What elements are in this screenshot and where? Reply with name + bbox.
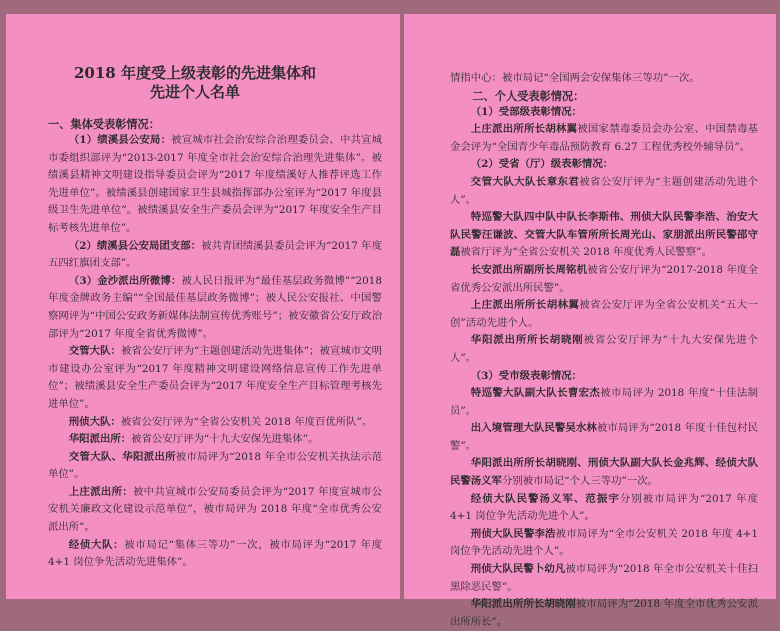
paragraph-label: 上庄派出所： [68, 485, 133, 498]
paragraph [48, 343, 382, 413]
paragraph [450, 209, 758, 262]
paragraph-label: 经侦大队民警汤义军、范振宇 [470, 492, 620, 505]
paragraph-label: 刑侦大队民警李浩 [470, 527, 556, 540]
paragraph-text: 被市局评为“2018 年全市公安机关执法示范单位”。 [48, 450, 383, 481]
paragraph [450, 297, 758, 332]
paragraph [48, 414, 382, 432]
paragraph [450, 455, 758, 490]
paragraph-text: 被共青团绩溪县委员会评为“2017 年度五四红旗团支部”。 [48, 239, 382, 270]
paragraph-label: 华阳派出所所长胡晓刚、刑侦大队副大队长金兆辉、经侦大队民警汤义军 [450, 457, 758, 488]
section-heading-collective: 一、集体受表彰情况： [48, 117, 160, 131]
paragraph-text: 被市局记“集体三等功”一次，被市局评为“2017 年度 4+1 岗位争先活动先进集体”。 [48, 538, 383, 569]
paragraph-text: 被省公安厅评为“2017-2018 年度全省优秀公安派出所民警”。 [450, 263, 759, 294]
paragraph-text: 被市局评为“全市公安机关 2018 年度 4+1 岗位争先活动先进个人”。 [450, 527, 759, 558]
paragraph [48, 484, 382, 537]
paragraph [48, 273, 382, 343]
subsection-heading: （3）受市级表彰情况： [470, 369, 582, 382]
subsection-heading: （1）受部级表彰情况： [470, 105, 582, 118]
paragraph-text: 被市局评为“2018 年度十佳包村民警”。 [450, 422, 759, 452]
paragraph [48, 238, 382, 273]
paragraph-label: （2）绩溪县公安局团支部： [68, 239, 202, 252]
paragraph [450, 385, 758, 420]
subsection-heading: （2）受省（厅）级表彰情况： [470, 158, 614, 171]
paragraph-text: 被省厅评为“全省公安机关 2018 年度优秀人民警察”。 [460, 246, 712, 259]
document-page-right [404, 14, 776, 628]
paragraph-label: 交管大队大队长章东君 [470, 175, 580, 188]
title-line-1: 2018 年度受上级表彰的先进集体和 [74, 64, 316, 82]
paragraph [450, 332, 758, 367]
paragraph [48, 537, 382, 572]
paragraph [450, 121, 758, 156]
paragraph-text: 被市局评为“2018 年度全市优秀公安派出所所长”。 [450, 598, 758, 628]
paragraph-text: 被市局评为 2018 年度“十佳法制员”。 [450, 387, 758, 417]
paragraph-label: 华阳派出所所长胡晓刚 [470, 334, 584, 347]
continued-paragraph: 情指中心：被市局记“全国两会安保集体三等功”一次。 [450, 72, 700, 84]
paragraph-text: 被省公安厅评为“主题创建活动先进集体”；被宣城市文明市建设办公室评为“2017 年度精神文明建设网络信息宣传工作先进单位”；被绩溪县安全生产委员会评为“2017 年度安全生产目标管理考核先进单位”。 [48, 345, 382, 410]
paragraph [450, 262, 758, 297]
paragraph-text: 被省公安厅评为“全省公安机关 2018 年度百优所队”。 [120, 415, 373, 428]
paragraph [48, 431, 382, 449]
paragraph-label: 交管大队： [68, 345, 121, 358]
paragraph-label: 华阳派出所： [68, 433, 132, 446]
paragraph-label: 出入境管理大队民警吴水林 [470, 422, 597, 435]
paragraph [450, 420, 758, 455]
paragraph [450, 596, 758, 631]
paragraph [48, 132, 382, 238]
paragraph-label: （3）金沙派出所微博： [68, 274, 182, 287]
paragraph-label: 上庄派出所所长胡林翼 [470, 123, 578, 136]
paragraph-label: 刑侦大队： [68, 415, 121, 428]
paragraph-label: （1）绩溪县公安局： [68, 134, 172, 146]
paragraph-text: 被人民日报评为“最佳基层政务微博”“2018 年度金牌政务主编”“全国最佳基层政务微博”；被人民公安报社、中国警察网评为“中国公安政务新媒体法制宣传优秀账号”；被安徽省公安厅政治部评为“2017 年度全省优秀微博”。 [48, 274, 382, 340]
paragraph [450, 491, 758, 526]
paragraph [48, 449, 382, 484]
paragraph-text: 分别被市局评为“2017 年度 4+1 岗位争先活动先进个人”。 [450, 492, 759, 523]
paragraph-label: 长安派出所副所长周铭机 [470, 263, 588, 276]
title-line-2: 先进个人名单 [149, 83, 240, 101]
paragraph-text: 被中共宣城市公安局委员会评为“2017 年度宣城市公安机关廉政文化建设示范单位”，被市局评为 2018 年度“全市优秀公安派出所”。 [48, 485, 382, 534]
paragraph-label: 特巡警大队四中队中队长李斯伟、刑侦大队民警李浩、治安大队民警汪谦波、交管大队车管所所长周光山、家朋派出所民警邵守磊 [450, 211, 758, 259]
paragraph-text: 分别被市局记“个人三等功”一次。 [501, 475, 659, 488]
document-title [48, 64, 382, 102]
paragraph-text: 被省公安厅评为全省公安机关“五大一创”活动先进个人。 [450, 299, 759, 329]
paragraph-label: 上庄派出所所长胡林翼 [470, 299, 580, 312]
paragraph [450, 526, 758, 561]
paragraph-text: 被省公安厅评为“十九大安保先进个人”。 [450, 334, 759, 364]
paragraph-text: 被省公安厅评为“十九大安保先进集体”。 [131, 433, 319, 446]
paragraph-label: 交管大队、华阳派出所 [68, 450, 176, 463]
paragraph-text: 被市局评为“2018 年全市公安机关十佳扫黑除恶民警”。 [450, 563, 759, 593]
paragraph [450, 174, 758, 209]
paragraph-label: 华阳派出所所长胡晓刚 [470, 598, 576, 611]
paragraph-text: 被省公安厅评为“主题创建活动先进个人”。 [450, 175, 759, 206]
paragraph-text: 被宣城市社会治安综合治理委员会、中共宣城市委组织部评为“2013-2017 年度全市社会治安综合治理先进集体”。被绩溪县精神文明建设指导委员会评为“2017 年度绩溪好人推荐评选工作先进单位”。被绩溪县创建国家卫生县城指挥部办公室评为“2017 年度县级卫生先进单位”。被绩溪县安全生产委员会评为“2017 年度安全生产目标考核先进单位”。 [48, 134, 383, 234]
section-heading-individual: 二、个人受表彰情况： [472, 88, 585, 103]
document-page-left [6, 14, 400, 599]
paragraph-text: 被国家禁毒委员会办公室、中国禁毒基金会评为“全国青少年毒品预防教育 6.27 工程优秀校外辅导员”。 [450, 123, 759, 153]
paragraph-label: 经侦大队： [68, 538, 125, 551]
paragraph-label: 刑侦大队民警卜幼凡 [470, 563, 566, 576]
paragraph [450, 561, 758, 596]
paragraph-label: 特巡警大队副大队长曹宏杰 [470, 387, 601, 400]
